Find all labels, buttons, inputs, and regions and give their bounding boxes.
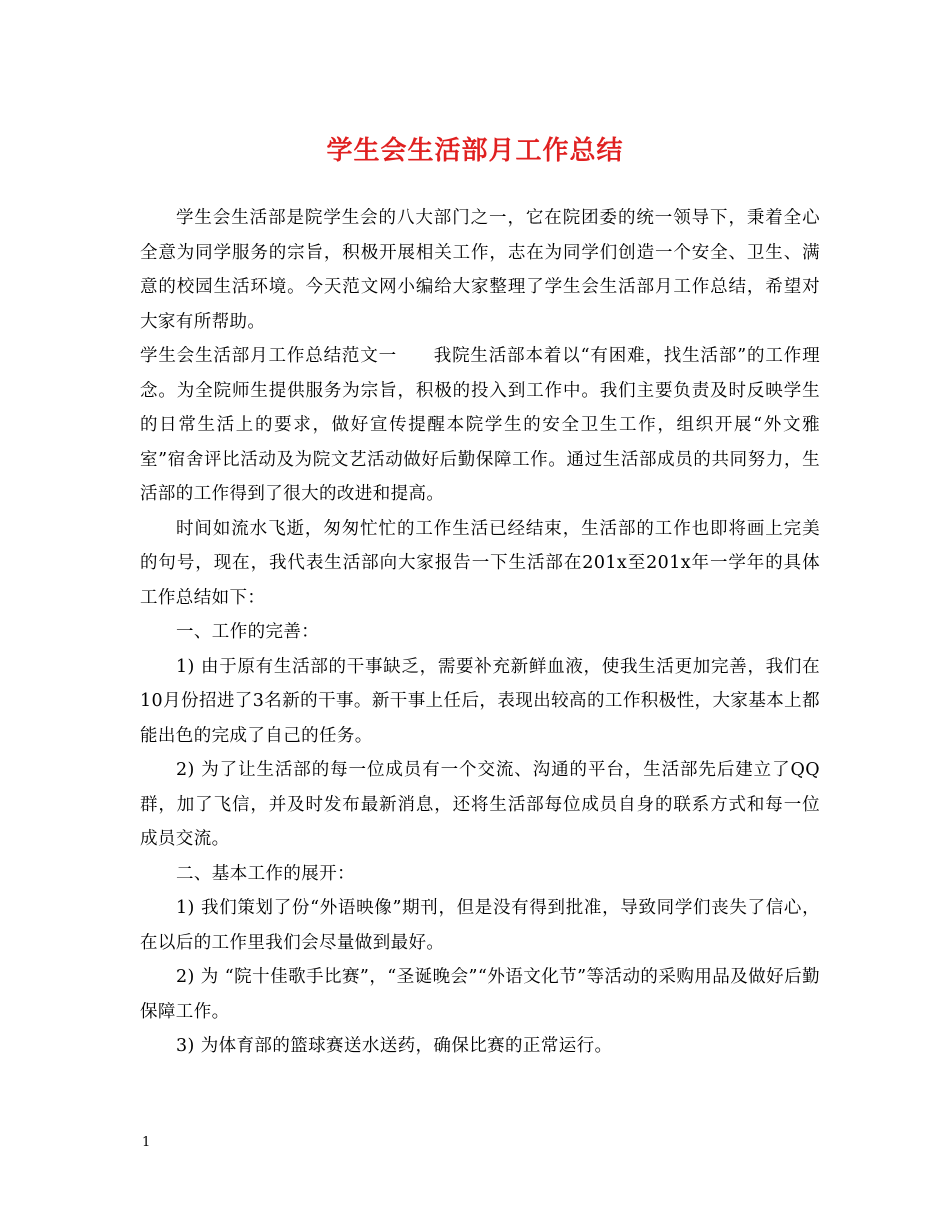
paragraph-summary-intro: 时间如流水飞逝，匆匆忙忙的工作生活已经结束，生活部的工作也即将画上完美的句号，现在，我代表生活部向大家报告一下生活部在201x至201x年一学年的具体工作总结如下： bbox=[140, 518, 820, 608]
list-item-basic-work-2: 2) 为 “院十佳歌手比赛”，“圣诞晚会”“外语文化节”等活动的采购用品及做好后勤保障工作。 bbox=[140, 967, 820, 1022]
document-title: 学生会生活部月工作总结 bbox=[326, 136, 624, 166]
list-item-basic-work-1: 1) 我们策划了份“外语映像”期刊，但是没有得到批准，导致同学们丧失了信心，在以后的工作里我们会尽量做到最好。 bbox=[140, 898, 820, 953]
page-number: 1 bbox=[142, 1135, 151, 1150]
list-item-improvement-2: 2) 为了让生活部的每一位成员有一个交流、沟通的平台，生活部先后建立了QQ群，加了飞信，并及时发布最新消息，还将生活部每位成员自身的联系方式和每一位成员交流。 bbox=[140, 760, 820, 849]
section-heading-improvement: 一、工作的完善： bbox=[176, 622, 320, 642]
list-item-improvement-1: 1) 由于原有生活部的干事缺乏，需要补充新鲜血液，使我生活更加完善，我们在10月份招进了3名新的干事。新干事上任后，表现出较高的工作积极性，大家基本上都能出色的完成了自己的任务。 bbox=[140, 656, 820, 746]
paragraph-intro: 学生会生活部是院学生会的八大部门之一，它在院团委的统一领导下，秉着全心全意为同学服务的宗旨，积极开展相关工作，志在为同学们创造一个安全、卫生、满意的校园生活环境。今天范文网小编给大家整理了学生会生活部月工作总结，希望对大家有所帮助。 bbox=[140, 208, 820, 332]
section-heading-basic-work: 二、基本工作的展开： bbox=[176, 863, 355, 884]
paragraph-sample-one: 学生会生活部月工作总结范文一 我院生活部本着以“有困难，找生活部”的工作理念。为全院师生提供服务为宗旨，积极的投入到工作中。我们主要负责及时反映学生的日常生活上的要求，做好宣传提醒本院学生的安全卫生工作，组织开展“外文雅室”宿舍评比活动及为院文艺活动做好后勤保障工作。通过生活部成员的共同努力，生活部的工作得到了很大的改进和提高。 bbox=[140, 346, 820, 504]
list-item-basic-work-3: 3) 为体育部的篮球赛送水送药，确保比赛的正常运行。 bbox=[176, 1036, 613, 1056]
document-body bbox=[140, 201, 820, 1064]
